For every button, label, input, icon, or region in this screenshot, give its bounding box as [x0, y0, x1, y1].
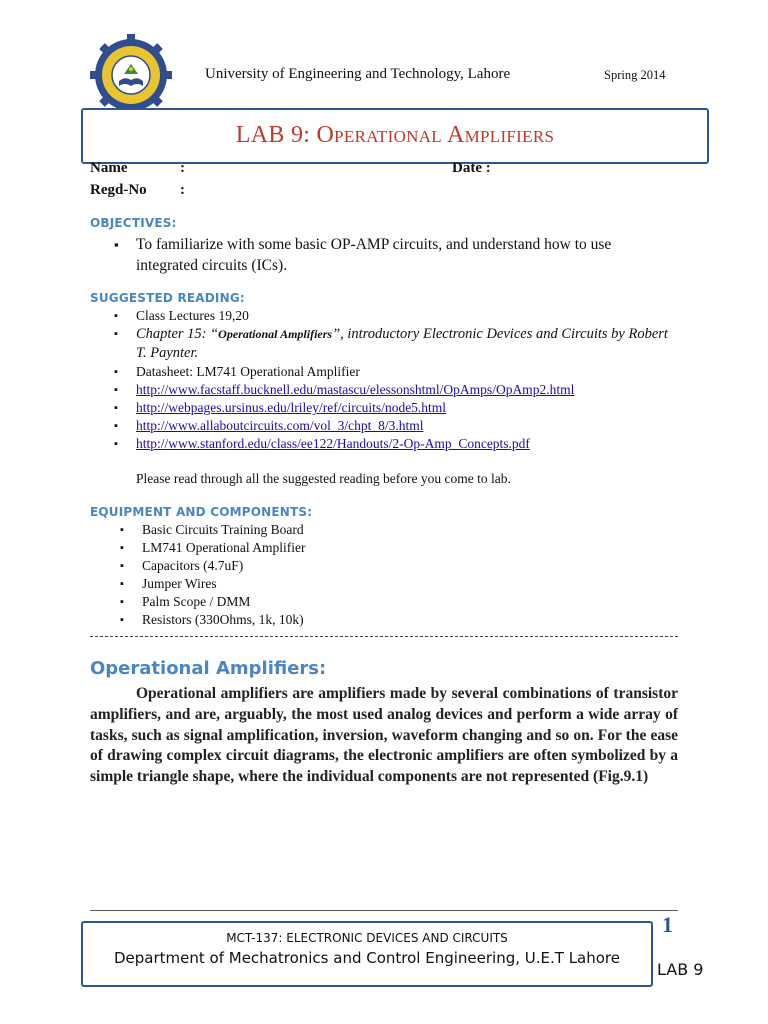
- dashed-divider: [90, 636, 678, 637]
- section-paragraph: Operational amplifiers are amplifiers made by several combinations of transistor amplifiers, and are, arguably, the most used analog devices and perform a wide array of tasks, such as signal amplification, inversion, waveform changing and so on. For the ease of drawing complex circuit diagrams, the electronic amplifiers are often symbolized by a simple triangle shape, where the individual components are not represented (Fig.9.1): [90, 685, 678, 786]
- list-item: [114, 381, 674, 399]
- date-label: Date :: [452, 160, 491, 176]
- list-item: ▪ Basic Circuits Training Board: [120, 521, 620, 539]
- university-logo: [90, 34, 172, 116]
- reading-heading: SUGGESTED READING:: [90, 291, 245, 305]
- term-label: Spring 2014: [604, 68, 666, 82]
- page-number: 1: [662, 912, 673, 937]
- chapter-title: Operational Amplifiers: [218, 327, 333, 341]
- title-box: [81, 108, 709, 164]
- chapter-prefix: Chapter 15: “: [136, 326, 219, 342]
- reading-link[interactable]: http://webpages.ursinus.edu/lriley/ref/circuits/node5.html: [136, 400, 447, 415]
- section-heading: Operational Amplifiers:: [90, 658, 327, 679]
- list-item: ▪ Resistors (330Ohms, 1k, 10k): [120, 611, 620, 629]
- list-item: ▪ Capacitors (4.7uF): [120, 557, 620, 575]
- reading-link[interactable]: http://www.stanford.edu/class/ee122/Handouts/2-Op-Amp_Concepts.pdf: [136, 436, 530, 451]
- regd-label: Regd-No: [90, 182, 147, 198]
- objectives-heading: OBJECTIVES:: [90, 216, 177, 230]
- list-item: [114, 417, 674, 435]
- footer-rule: [90, 910, 678, 911]
- list-item: [114, 325, 674, 363]
- equipment-heading: EQUIPMENT AND COMPONENTS:: [90, 505, 313, 519]
- university-name: University of Engineering and Technology, Lahore: [205, 66, 511, 82]
- list-item: ▪ Class Lectures 19,20: [114, 307, 674, 325]
- list-item: ▪ Palm Scope / DMM: [120, 593, 620, 611]
- department-name: Department of Mechatronics and Control Engineering, U.E.T Lahore: [113, 949, 620, 967]
- course-name: MCT-137: ELECTRONIC DEVICES AND CIRCUITS: [226, 931, 508, 945]
- page-title: LAB 9: Operational Amplifiers: [235, 122, 555, 148]
- footer-box: [81, 921, 653, 987]
- reading-list: [114, 307, 674, 453]
- regd-colon: :: [180, 182, 185, 198]
- reading-link[interactable]: http://www.facstaff.bucknell.edu/mastascu/elessonshtml/OpAmps/OpAmp2.html: [136, 382, 575, 397]
- list-item: ▪ Datasheet: LM741 Operational Amplifier: [114, 363, 674, 381]
- list-item: [114, 399, 674, 417]
- reading-link[interactable]: http://www.allaboutcircuits.com/vol_3/chpt_8/3.html: [136, 418, 424, 433]
- list-item: [114, 435, 674, 453]
- name-colon: :: [180, 160, 185, 176]
- list-item: ▪ LM741 Operational Amplifier: [120, 539, 620, 557]
- reading-note: Please read through all the suggested reading before you come to lab.: [136, 471, 511, 486]
- objectives-list: [114, 234, 674, 276]
- chapter-suffix: ”, introductory Electronic Devices and Circuits by Robert T. Paynter.: [136, 326, 668, 361]
- list-item: ▪ Jumper Wires: [120, 575, 620, 593]
- equipment-list: [120, 521, 620, 629]
- list-item: ▪ To familiarize with some basic OP-AMP circuits, and understand how to use integrated circuits (ICs).: [114, 234, 674, 276]
- name-label: Name: [90, 160, 128, 176]
- lab-label: LAB 9: [657, 960, 704, 979]
